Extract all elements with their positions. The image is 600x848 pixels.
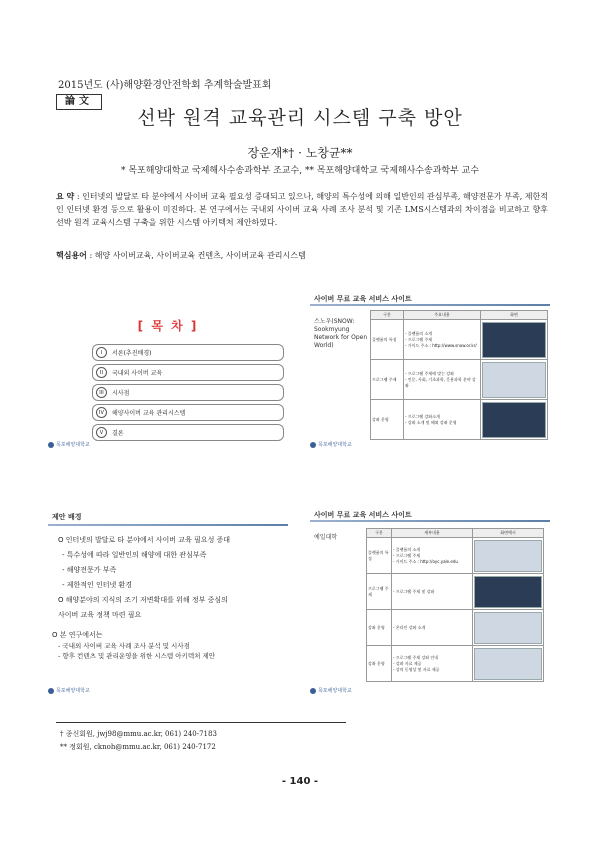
abstract-label: 요 약 bbox=[56, 191, 75, 201]
table-row bbox=[367, 646, 544, 682]
screenshot-cell bbox=[473, 646, 544, 682]
paper-title: 선박 원격 교육관리 시스템 구축 방안 bbox=[137, 107, 463, 129]
table-cell: - 프로그램 주제 강좌 안내 - 강좌 자료 제공 - 강의 동영상 및 자료 제공 bbox=[392, 646, 473, 682]
toc-item-label: 결론 bbox=[112, 430, 124, 437]
slide-footer-text: 목포해양대학교 bbox=[318, 688, 352, 694]
university-logo-icon bbox=[48, 442, 54, 448]
slide-title: 사이버 무료 교육 서비스 사이트 bbox=[314, 511, 412, 519]
table-row bbox=[371, 400, 548, 440]
background-line: O 인터넷의 발달로 타 분야에서 사이버 교육 필요성 증대 bbox=[58, 536, 231, 544]
toc-number-icon: V bbox=[96, 427, 107, 438]
abstract bbox=[56, 190, 548, 229]
site-comparison-table bbox=[366, 528, 544, 682]
toc-item-label: 국내외 사이버 교육 bbox=[112, 370, 163, 377]
toc-item-label: 시사점 bbox=[112, 390, 130, 397]
slide-snow bbox=[306, 290, 554, 450]
background-line: - 향후 컨텐츠 및 관리운영을 위한 시스템 아키텍처 제안 bbox=[58, 652, 216, 660]
slide-background bbox=[44, 508, 292, 696]
background-line: O 해양분야의 지식의 조기 저변확대를 위해 정부 중심의 bbox=[58, 596, 228, 604]
table-cell: 프로그램 주제 bbox=[371, 360, 404, 400]
table-header-row bbox=[367, 529, 544, 538]
slide-title: 사이버 무료 교육 서비스 사이트 bbox=[314, 295, 412, 303]
slide-footer-text: 목포해양대학교 bbox=[56, 688, 90, 694]
table-cell: 강좌 운영 bbox=[367, 610, 392, 646]
keywords bbox=[56, 250, 548, 261]
university-logo-icon bbox=[48, 688, 54, 694]
table-header-row bbox=[371, 311, 548, 320]
slide-title-bar bbox=[310, 520, 550, 522]
toc-number-icon: III bbox=[96, 387, 107, 398]
table-cell: - 프로그램 주제에 맞는 강좌 - 인문, 사회, 기초과학, 응용과학 분야 강좌 bbox=[404, 360, 481, 400]
screenshot-thumbnail bbox=[482, 402, 546, 438]
paper-type-tag: 論文 bbox=[56, 94, 102, 110]
table-header-cell: 화면예시 bbox=[473, 529, 544, 538]
table-cell: - 플랫폼의 소개 - 프로그램 주제 - 가이드 주소 : http://oyc.yale.edu bbox=[392, 538, 473, 574]
toc-title: [ 목 차 ] bbox=[137, 319, 199, 333]
abstract-text: : 인터넷의 발달로 타 분야에서 사이버 교육 필요성 증대되고 있으나, 해양의 특수성에 의해 일반인의 관심부족, 해양전문가 부족, 제한적인 인터넷 환경 등으로 활용이 미진하다. 본 연구에서는 국내외 사이버 교육 사례 조사 분석 및 기존 LMS시스템과의 차이점을 비교하고 향후 선박 원격 교육시스템 구축을 위한 시스템 아키텍처 제안하였다. bbox=[56, 192, 548, 227]
toc-item bbox=[92, 384, 284, 401]
screenshot-thumbnail bbox=[474, 540, 542, 572]
slide-footer bbox=[310, 441, 352, 448]
affiliation: * 목포해양대학교 국제해사수송과학부 조교수, ** 목포해양대학교 국제해사수송과학부 교수 bbox=[120, 166, 480, 176]
screenshot-thumbnail bbox=[474, 612, 542, 644]
slide-title: 제안 배경 bbox=[52, 513, 82, 521]
slide-title-bar bbox=[48, 524, 288, 526]
background-line: - 제한적인 인터넷 환경 bbox=[62, 581, 133, 589]
table-row bbox=[371, 320, 548, 360]
slide-footer bbox=[48, 441, 90, 448]
screenshot-thumbnail bbox=[482, 322, 546, 358]
screenshot-cell bbox=[473, 538, 544, 574]
screenshot-thumbnail bbox=[482, 362, 546, 398]
slide-footer bbox=[48, 687, 90, 694]
background-line: - 해양전문가 부족 bbox=[62, 566, 117, 574]
footnote-divider bbox=[56, 722, 346, 723]
slide-footer bbox=[310, 687, 352, 694]
slide-toc bbox=[44, 300, 292, 450]
table-cell: 강좌 운영 bbox=[371, 400, 404, 440]
screenshot-thumbnail bbox=[474, 648, 542, 680]
toc-item bbox=[92, 344, 284, 361]
table-cell: - 온라인 강좌 소개 bbox=[392, 610, 473, 646]
table-row bbox=[371, 360, 548, 400]
keywords-text: : 해양 사이버교육, 사이버교육 컨텐츠, 사이버교육 관리시스템 bbox=[89, 251, 306, 260]
slide-yale bbox=[306, 506, 554, 696]
table-cell: 플랫폼의 특징 bbox=[367, 538, 392, 574]
toc-number-icon: II bbox=[96, 367, 107, 378]
slide-footer-text: 목포해양대학교 bbox=[318, 442, 352, 448]
university-logo-icon bbox=[310, 442, 316, 448]
toc-item bbox=[92, 364, 284, 381]
footnote: † 종신회원, jwj98@mmu.ac.kr, 061) 240-7183 bbox=[60, 730, 217, 738]
university-logo-icon bbox=[310, 688, 316, 694]
background-line: O 본 연구에서는 bbox=[52, 631, 103, 639]
slide-title-bar bbox=[310, 304, 550, 306]
keywords-label: 핵심용어 bbox=[56, 250, 87, 260]
table-header-cell: 구분 bbox=[367, 529, 392, 538]
screenshot-cell bbox=[473, 574, 544, 610]
table-cell: 플랫폼의 특징 bbox=[371, 320, 404, 360]
site-label: 스노우(SNOW: Sookmyung Network for Open World) bbox=[314, 318, 368, 349]
table-cell: - 프로그램 주제 및 강좌 bbox=[392, 574, 473, 610]
toc-number-icon: I bbox=[96, 347, 107, 358]
slide-footer-text: 목포해양대학교 bbox=[56, 442, 90, 448]
conference-header: 2015년도 (사)해양환경안전학회 추계학술발표회 bbox=[58, 80, 272, 91]
screenshot-cell bbox=[481, 320, 548, 360]
authors: 장운재*† · 노창균** bbox=[247, 146, 353, 160]
background-line: - 특수성에 따라 일반인의 해양에 대한 관심부족 bbox=[62, 551, 207, 559]
table-header-cell: 화면 bbox=[481, 311, 548, 320]
page-number: - 140 - bbox=[281, 776, 319, 787]
table-row bbox=[367, 574, 544, 610]
table-cell: 프로그램 주제 bbox=[367, 574, 392, 610]
table-header-cell: 세부내용 bbox=[392, 529, 473, 538]
screenshot-cell bbox=[481, 360, 548, 400]
toc-item bbox=[92, 424, 284, 441]
toc-item bbox=[92, 404, 284, 421]
site-label: 예일대학 bbox=[314, 534, 338, 541]
table-cell: 강좌 운영 bbox=[367, 646, 392, 682]
footnote: ** 정회원, cknoh@mmu.ac.kr, 061) 240-7172 bbox=[60, 743, 216, 751]
table-cell: - 플랫폼의 소개 - 프로그램 주제 - 가이드 주소 : http://www.snow.or.kr/ bbox=[404, 320, 481, 360]
background-line: 사이버 교육 정책 마련 필요 bbox=[58, 611, 142, 619]
table-header-cell: 주요내용 bbox=[404, 311, 481, 320]
site-comparison-table bbox=[370, 310, 548, 440]
toc-number-icon: IV bbox=[96, 407, 107, 418]
background-line: - 국내외 사이버 교육 사례 조사 분석 및 시사점 bbox=[58, 642, 190, 650]
toc-item-label: 서론(추진배경) bbox=[112, 350, 152, 357]
table-row bbox=[367, 538, 544, 574]
toc-item-label: 해양사이버 교육 관리시스템 bbox=[112, 410, 186, 417]
screenshot-cell bbox=[473, 610, 544, 646]
table-header-cell: 구분 bbox=[371, 311, 404, 320]
table-row bbox=[367, 610, 544, 646]
screenshot-cell bbox=[481, 400, 548, 440]
screenshot-thumbnail bbox=[474, 576, 542, 608]
table-cell: - 프로그램 강좌소개 - 강좌 소개 및 해외 강좌 운영 bbox=[404, 400, 481, 440]
